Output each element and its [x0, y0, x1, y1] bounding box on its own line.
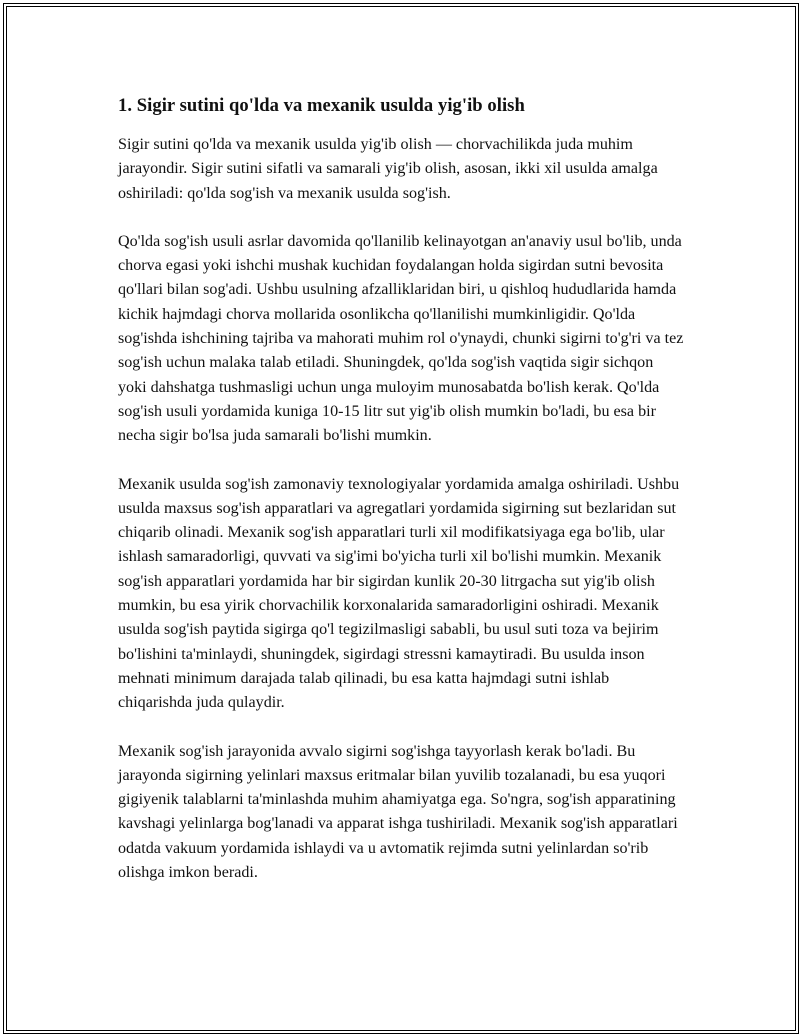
- document-body: [118, 94, 684, 909]
- paragraph-milking-process: Mexanik sog'ish jarayonida avvalo sigirni sog'ishga tayyorlash kerak bo'ladi. Bu jarayonda sigirning yelinlari maxsus eritmalar bilan yuvilib tozalanadi, bu esa yuqori gigiyenik talablarni ta'minlashda muhim ahamiyatga ega. So'ngra, sog'ish apparatining kavshagi yelinlarga bog'lanadi va apparat ishga tushiriladi. Mexanik sog'ish apparatlari odatda vakuum yordamida ishlaydi va u avtomatik rejimda sutni yelinlardan so'rib olishga imkon beradi.: [118, 742, 678, 882]
- section-heading: 1. Sigir sutini qo'lda va mexanik usulda yig'ib olish: [118, 95, 525, 116]
- paragraph-mechanical-milking: Mexanik usulda sog'ish zamonaviy texnologiyalar yordamida amalga oshiriladi. Ushbu usulda maxsus sog'ish apparatlari va agregatlari yordamida sigirning sut bezlaridan sut chiqarib olinadi. Mexanik sog'ish apparatlari turli xil modifikatsiyaga ega bo'lib, ular ishlash samaradorligi, quvvati va sig'imi bo'yicha turli xil bo'lishi mumkin. Mexanik sog'ish apparatlari yordamida har bir sigirdan kunlik 20-30 litrgacha sut yig'ib olish mumkin, bu esa yirik chorvachilik korxonalarida samaradorligini oshiradi. Mexanik usulda sog'ish paytida sigirga qo'l tegizilmasligi sababli, bu usul suti toza va bejirim bo'lishini ta'minlaydi, shuningdek, sigirdagi stressni kamaytiradi. Bu usulda inson mehnati minimum darajada talab qilinadi, bu esa katta hajmdagi sutni ishlab chiqarishda juda qulaydir.: [118, 475, 680, 712]
- paragraph-intro: Sigir sutini qo'lda va mexanik usulda yig'ib olish — chorvachilikda juda muhim jarayondir. Sigir sutini sifatli va samarali yig'ib olish, asosan, ikki xil usulda amalga oshiriladi: qo'lda sog'ish va mexanik usulda sog'ish.: [118, 136, 658, 202]
- paragraph-manual-milking: Qo'lda sog'ish usuli asrlar davomida qo'llanilib kelinayotgan an'anaviy usul bo'lib, unda chorva egasi yoki ishchi mushak kuchidan foydalangan holda sigirdan sutni bevosita qo'llari bilan sog'adi. Ushbu usulning afzalliklaridan biri, u qishloq hududlarida hamda kichik hajmdagi chorva mollarida osonlikcha qo'llanilishi mumkinligidir. Qo'lda sog'ishda ishchining tajriba va mahorati muhim rol o'ynaydi, chunki sigirni to'g'ri va tez sog'ish uchun malaka talab etiladi. Shuningdek, qo'lda sog'ish vaqtida sigir sichqon yoki dahshatga tushmasligi uchun unga muloyim munosabatda bo'lish kerak. Qo'lda sog'ish usuli yordamida kuniga 10-15 litr sut yig'ib olish mumkin bo'ladi, bu esa bir necha sigir bo'lsa juda samarali bo'lishi mumkin.: [118, 232, 684, 445]
